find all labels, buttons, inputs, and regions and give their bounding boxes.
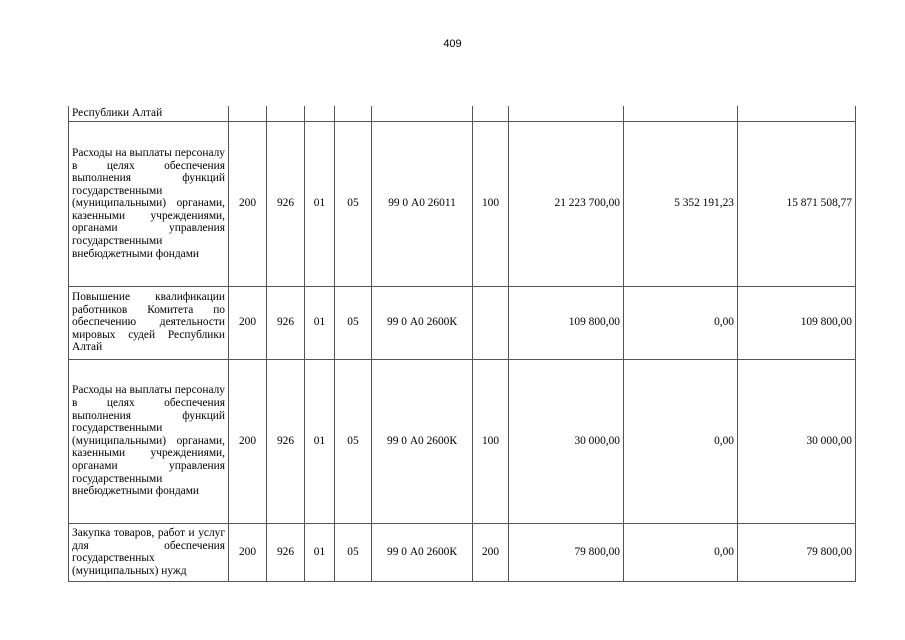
table-row [69, 286, 856, 359]
cell-amount-executed: 0,00 [624, 286, 738, 359]
cell-subsection: 05 [335, 121, 372, 286]
cell-code: 200 [229, 523, 267, 581]
cell-amount-remaining [738, 106, 856, 121]
cell-target-article: 99 0 А0 2600К [372, 286, 473, 359]
row-description: Расходы на выплаты персоналу в целях обеспечения выполнения функций государственными (муниципальными) органами, казенными учреждениями, органами управления государственными внебюджетными фондами [69, 359, 229, 523]
cell-ministry: 926 [267, 523, 305, 581]
cell-amount-planned: 30 000,00 [509, 359, 624, 523]
cell-target-article: 99 0 А0 26011 [372, 121, 473, 286]
row-description: Республики Алтай [69, 106, 229, 121]
cell-ministry: 926 [267, 121, 305, 286]
cell-ministry: 926 [267, 286, 305, 359]
cell-section: 01 [305, 121, 335, 286]
budget-table [68, 106, 856, 582]
cell-code [229, 106, 267, 121]
cell-subsection: 05 [335, 359, 372, 523]
cell-section [305, 106, 335, 121]
cell-ministry: 926 [267, 359, 305, 523]
cell-section: 01 [305, 523, 335, 581]
cell-amount-planned: 109 800,00 [509, 286, 624, 359]
cell-code: 200 [229, 286, 267, 359]
table-row [69, 106, 856, 121]
cell-subsection [335, 106, 372, 121]
row-description: Закупка товаров, работ и услуг для обеспечения государственных (муниципальных) нужд [69, 523, 229, 581]
cell-amount-executed: 5 352 191,23 [624, 121, 738, 286]
cell-target-article: 99 0 А0 2600К [372, 523, 473, 581]
cell-code: 200 [229, 121, 267, 286]
row-description: Расходы на выплаты персоналу в целях обеспечения выполнения функций государственными (муниципальными) органами, казенными учреждениями, органами управления государственными внебюджетными фондами [69, 121, 229, 286]
cell-subsection: 05 [335, 523, 372, 581]
cell-section: 01 [305, 359, 335, 523]
cell-expense-type [473, 106, 509, 121]
table-row [69, 523, 856, 581]
cell-target-article [372, 106, 473, 121]
page-number: 409 [443, 38, 462, 50]
cell-amount-planned: 21 223 700,00 [509, 121, 624, 286]
cell-expense-type: 200 [473, 523, 509, 581]
cell-section: 01 [305, 286, 335, 359]
cell-amount-remaining: 109 800,00 [738, 286, 856, 359]
cell-amount-remaining: 30 000,00 [738, 359, 856, 523]
cell-expense-type: 100 [473, 359, 509, 523]
row-description: Повышение квалификации работников Комитета по обеспечению деятельности мировых судей Республики Алтай [69, 286, 229, 359]
cell-expense-type: 100 [473, 121, 509, 286]
cell-amount-remaining: 79 800,00 [738, 523, 856, 581]
table-row [69, 121, 856, 286]
cell-ministry [267, 106, 305, 121]
cell-amount-remaining: 15 871 508,77 [738, 121, 856, 286]
cell-amount-planned: 79 800,00 [509, 523, 624, 581]
cell-amount-executed [624, 106, 738, 121]
cell-amount-executed: 0,00 [624, 523, 738, 581]
cell-subsection: 05 [335, 286, 372, 359]
cell-code: 200 [229, 359, 267, 523]
cell-target-article: 99 0 А0 2600К [372, 359, 473, 523]
cell-amount-executed: 0,00 [624, 359, 738, 523]
table-row [69, 359, 856, 523]
cell-expense-type [473, 286, 509, 359]
cell-amount-planned [509, 106, 624, 121]
